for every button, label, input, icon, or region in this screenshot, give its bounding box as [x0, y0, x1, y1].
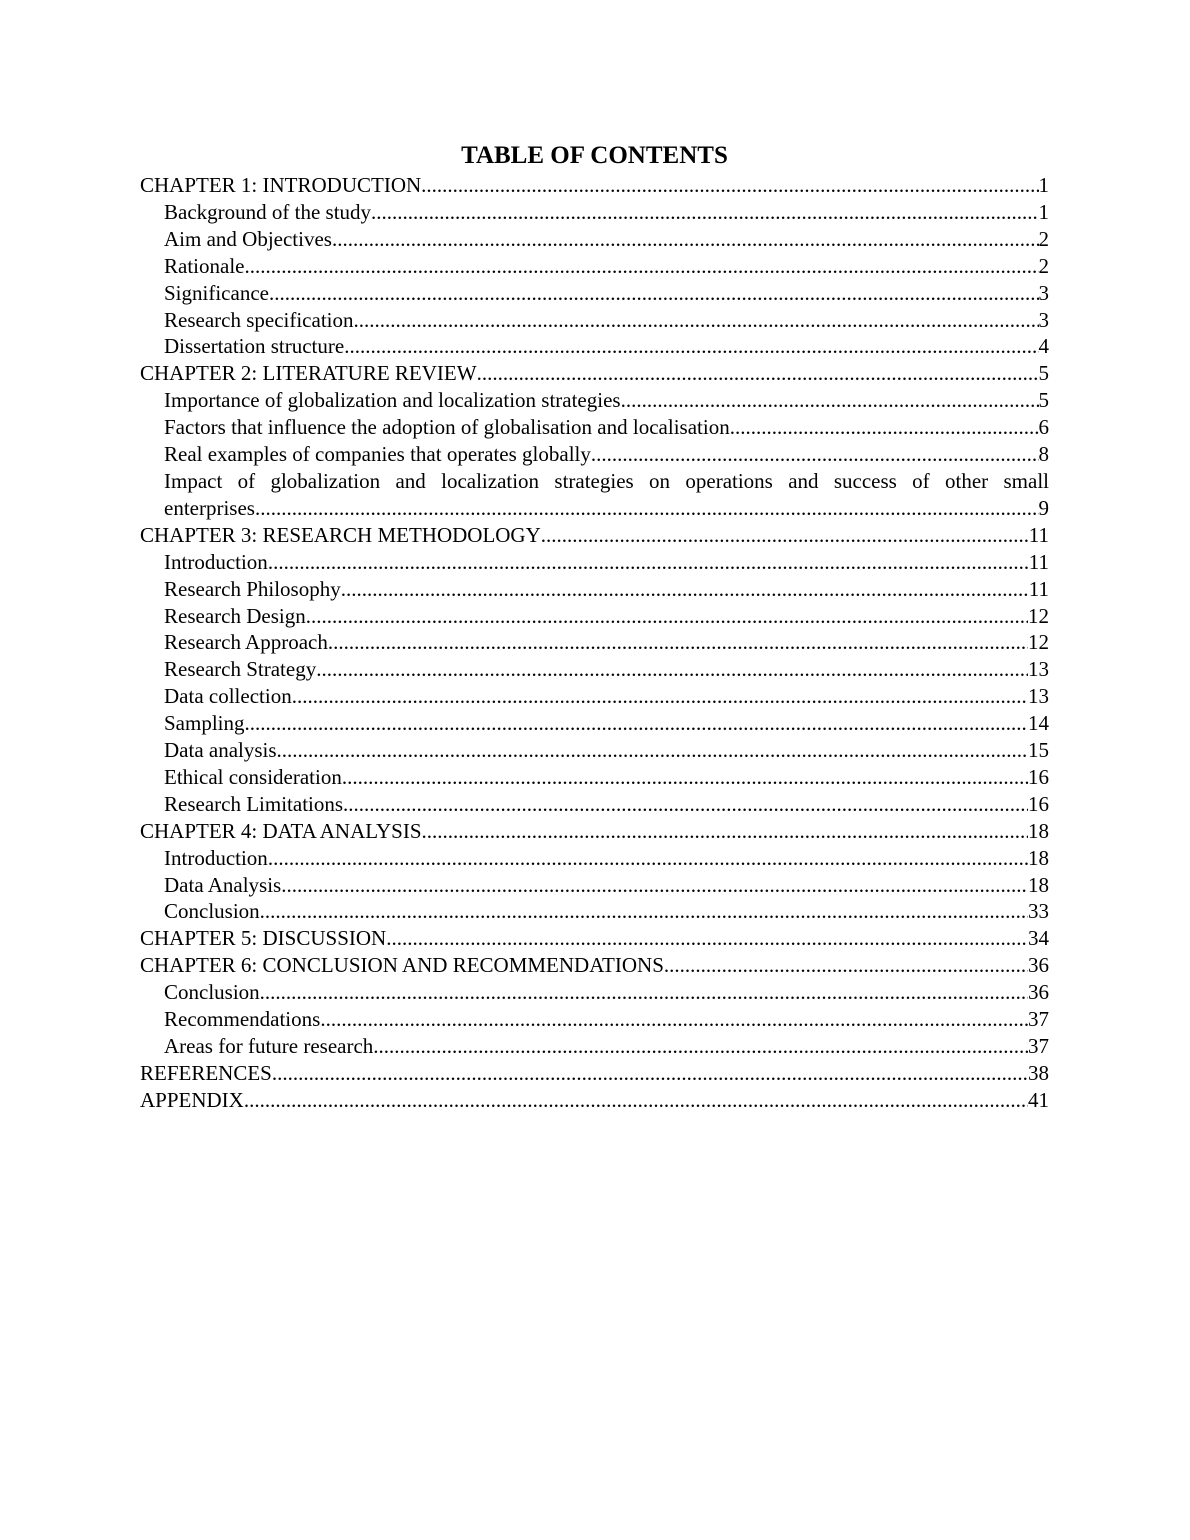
toc-page-number: 15: [1028, 738, 1049, 763]
document-page: [140, 140, 1049, 1114]
toc-entry-label: Research Strategy: [164, 657, 317, 682]
toc-entry-label: Data analysis: [164, 738, 277, 763]
toc-page-number: 12: [1028, 630, 1049, 655]
toc-entry-label: Recommendations: [164, 1007, 321, 1032]
toc-entry-label: Real examples of companies that operates globally: [164, 442, 591, 467]
dot-leader: [255, 495, 1039, 522]
toc-page-number: 5: [1038, 361, 1049, 386]
dot-leader: [386, 925, 1028, 952]
dot-leader: [281, 872, 1028, 899]
toc-entry-sampling[interactable]: [140, 710, 1049, 737]
toc-entry-importance[interactable]: [140, 387, 1049, 414]
toc-page-number: 4: [1038, 334, 1049, 359]
toc-entry-introduction-3[interactable]: [140, 549, 1049, 576]
dot-leader: [268, 549, 1029, 576]
toc-entry-label: CHAPTER 5: DISCUSSION: [140, 926, 387, 951]
toc-entry-label: Areas for future research: [164, 1034, 374, 1058]
toc-entry-chapter-6[interactable]: [140, 952, 1049, 979]
toc-entry-research-specification[interactable]: [140, 307, 1049, 334]
toc-page-number: 1: [1038, 199, 1049, 224]
toc-entry-rationale[interactable]: [140, 253, 1049, 280]
dot-leader: [245, 710, 1028, 737]
dot-leader: [332, 226, 1039, 253]
toc-entry-chapter-2[interactable]: [140, 360, 1049, 387]
dot-leader: [730, 414, 1039, 441]
dot-leader: [621, 387, 1039, 414]
toc-entry-label: Conclusion: [164, 899, 260, 924]
dot-leader: [244, 1087, 1028, 1114]
toc-page-number: 37: [1028, 1007, 1049, 1032]
dot-leader: [306, 603, 1028, 630]
toc-entry-label: Introduction: [164, 845, 268, 870]
toc-entry-label: CHAPTER 6: CONCLUSION AND RECOMMENDATIONS: [140, 953, 664, 978]
toc-page-number: 37: [1028, 1034, 1049, 1058]
toc-entry-label: Research specification: [164, 307, 354, 332]
dot-leader: [316, 656, 1028, 683]
toc-entry-label: REFERENCES: [140, 1060, 272, 1085]
dot-leader: [244, 253, 1038, 280]
toc-page-number: 3: [1038, 280, 1049, 305]
toc-page-number: 6: [1038, 415, 1049, 440]
toc-page-number: 11: [1028, 549, 1049, 574]
dot-leader: [292, 683, 1028, 710]
toc-title: TABLE OF CONTENTS: [461, 142, 728, 169]
toc-page-number: 14: [1028, 711, 1049, 736]
dot-leader: [477, 360, 1039, 387]
dot-leader: [421, 172, 1038, 199]
toc-entry-label: CHAPTER 4: DATA ANALYSIS: [140, 818, 422, 843]
toc-page-number: 13: [1028, 657, 1049, 682]
toc-entry-future-research[interactable]: [140, 1033, 1049, 1060]
dot-leader: [269, 280, 1039, 307]
dot-leader: [277, 737, 1028, 764]
toc-page-number: 9: [1038, 495, 1049, 520]
dot-leader: [354, 307, 1039, 334]
toc-entry-chapter-5[interactable]: [140, 925, 1049, 952]
toc-entry-label: Research Design: [164, 603, 306, 628]
toc-entry-data-analysis-3[interactable]: [140, 737, 1049, 764]
toc-entry-label: Data Analysis: [164, 872, 282, 897]
dot-leader: [260, 979, 1028, 1006]
toc-page-number: 3: [1038, 307, 1049, 332]
toc-entry-label: Factors that influence the adoption of globalisation and localisation: [164, 415, 730, 440]
toc-page-number: 8: [1038, 442, 1049, 467]
toc-entry-significance[interactable]: [140, 280, 1049, 307]
dot-leader: [422, 818, 1028, 845]
toc-page-number: 16: [1028, 764, 1049, 789]
toc-page-number: 1: [1038, 173, 1049, 197]
toc-entry-label: Research Philosophy: [164, 576, 341, 601]
toc-entry-label: Research Limitations: [164, 791, 344, 816]
toc-entry-chapter-1[interactable]: [140, 172, 1049, 199]
toc-page-number: 2: [1038, 226, 1049, 251]
toc-page-number: 36: [1028, 980, 1049, 1005]
dot-leader: [541, 522, 1029, 549]
toc-entry-research-design[interactable]: [140, 603, 1049, 630]
toc-entry-factors[interactable]: [140, 414, 1049, 441]
toc-page-number: 11: [1028, 522, 1049, 547]
toc-entry-label: Dissertation structure: [164, 334, 345, 359]
toc-entry-label: Rationale: [164, 253, 245, 278]
dot-leader: [260, 898, 1028, 925]
toc-entry-label: CHAPTER 3: RESEARCH METHODOLOGY: [140, 522, 541, 547]
toc-entry-introduction-4[interactable]: [140, 845, 1049, 872]
toc-entry-data-analysis-4[interactable]: [140, 872, 1049, 899]
toc-entry-label: Significance: [164, 280, 269, 305]
toc-page-number: 13: [1028, 684, 1049, 709]
toc-entry-recommendations[interactable]: [140, 1006, 1049, 1033]
toc-entry-label: Conclusion: [164, 980, 260, 1005]
toc-entry-background[interactable]: [140, 199, 1049, 226]
toc-entry-research-limitations[interactable]: [140, 791, 1049, 818]
dot-leader: [591, 441, 1039, 468]
toc-entry-appendix[interactable]: [140, 1087, 1049, 1114]
dot-leader: [371, 199, 1038, 226]
toc-page-number: 18: [1028, 845, 1049, 870]
toc-entry-research-approach[interactable]: [140, 629, 1049, 656]
toc-entry-impact[interactable]: [140, 468, 1049, 522]
dot-leader: [373, 1033, 1028, 1060]
toc-entry-research-strategy[interactable]: [140, 656, 1049, 683]
toc-page-number: 34: [1028, 926, 1049, 951]
toc-entry-label-line2: enterprises: [164, 495, 255, 520]
toc-entry-research-philosophy[interactable]: [140, 576, 1049, 603]
toc-entry-references[interactable]: [140, 1060, 1049, 1087]
toc-entry-dissertation-structure[interactable]: [140, 333, 1049, 360]
toc-entry-label: Sampling: [164, 711, 245, 736]
toc-page-number: 11: [1028, 576, 1049, 601]
toc-entry-label-line1: Impact of globalization and localization strategies on operations and success of other small: [164, 468, 1049, 493]
dot-leader: [268, 845, 1028, 872]
dot-leader: [328, 629, 1028, 656]
toc-page-number: 38: [1028, 1060, 1049, 1085]
toc-entry-real-examples[interactable]: [140, 441, 1049, 468]
toc-entry-label: CHAPTER 1: INTRODUCTION: [140, 173, 422, 197]
dot-leader: [664, 952, 1028, 979]
dot-leader: [342, 764, 1028, 791]
toc-page-number: 16: [1028, 791, 1049, 816]
toc-entry-label: Research Approach: [164, 630, 328, 655]
toc-entry-label: Aim and Objectives: [164, 226, 332, 251]
toc-page-number: 12: [1028, 603, 1049, 628]
dot-leader: [272, 1060, 1028, 1087]
toc-page-number: 33: [1028, 899, 1049, 924]
toc-page-number: 41: [1028, 1087, 1049, 1112]
toc-entry-chapter-3[interactable]: [140, 522, 1049, 549]
toc-entry-label: Data collection: [164, 684, 292, 709]
toc-list: [140, 172, 1049, 1114]
toc-entry-label: Importance of globalization and localization strategies: [164, 388, 621, 413]
toc-entry-ethical-consideration[interactable]: [140, 764, 1049, 791]
toc-page-number: 2: [1038, 253, 1049, 278]
dot-leader: [344, 333, 1038, 360]
toc-page-number: 36: [1028, 953, 1049, 978]
toc-entry-aim-objectives[interactable]: [140, 226, 1049, 253]
toc-entry-label: Introduction: [164, 549, 268, 574]
toc-entry-chapter-4[interactable]: [140, 818, 1049, 845]
toc-entry-data-collection[interactable]: [140, 683, 1049, 710]
dot-leader: [341, 576, 1029, 603]
toc-entry-line2: [164, 495, 1049, 522]
toc-entry-conclusion-6[interactable]: [140, 979, 1049, 1006]
dot-leader: [320, 1006, 1028, 1033]
toc-entry-label: Ethical consideration: [164, 764, 342, 789]
toc-page-number: 18: [1028, 818, 1049, 843]
dot-leader: [343, 791, 1028, 818]
toc-entry-label: Background of the study: [164, 199, 372, 224]
toc-entry-label: CHAPTER 2: LITERATURE REVIEW: [140, 361, 477, 386]
toc-page-number: 5: [1038, 388, 1049, 413]
toc-entry-label: APPENDIX: [140, 1087, 244, 1112]
toc-page-number: 18: [1028, 872, 1049, 897]
toc-entry-conclusion-4[interactable]: [140, 898, 1049, 925]
